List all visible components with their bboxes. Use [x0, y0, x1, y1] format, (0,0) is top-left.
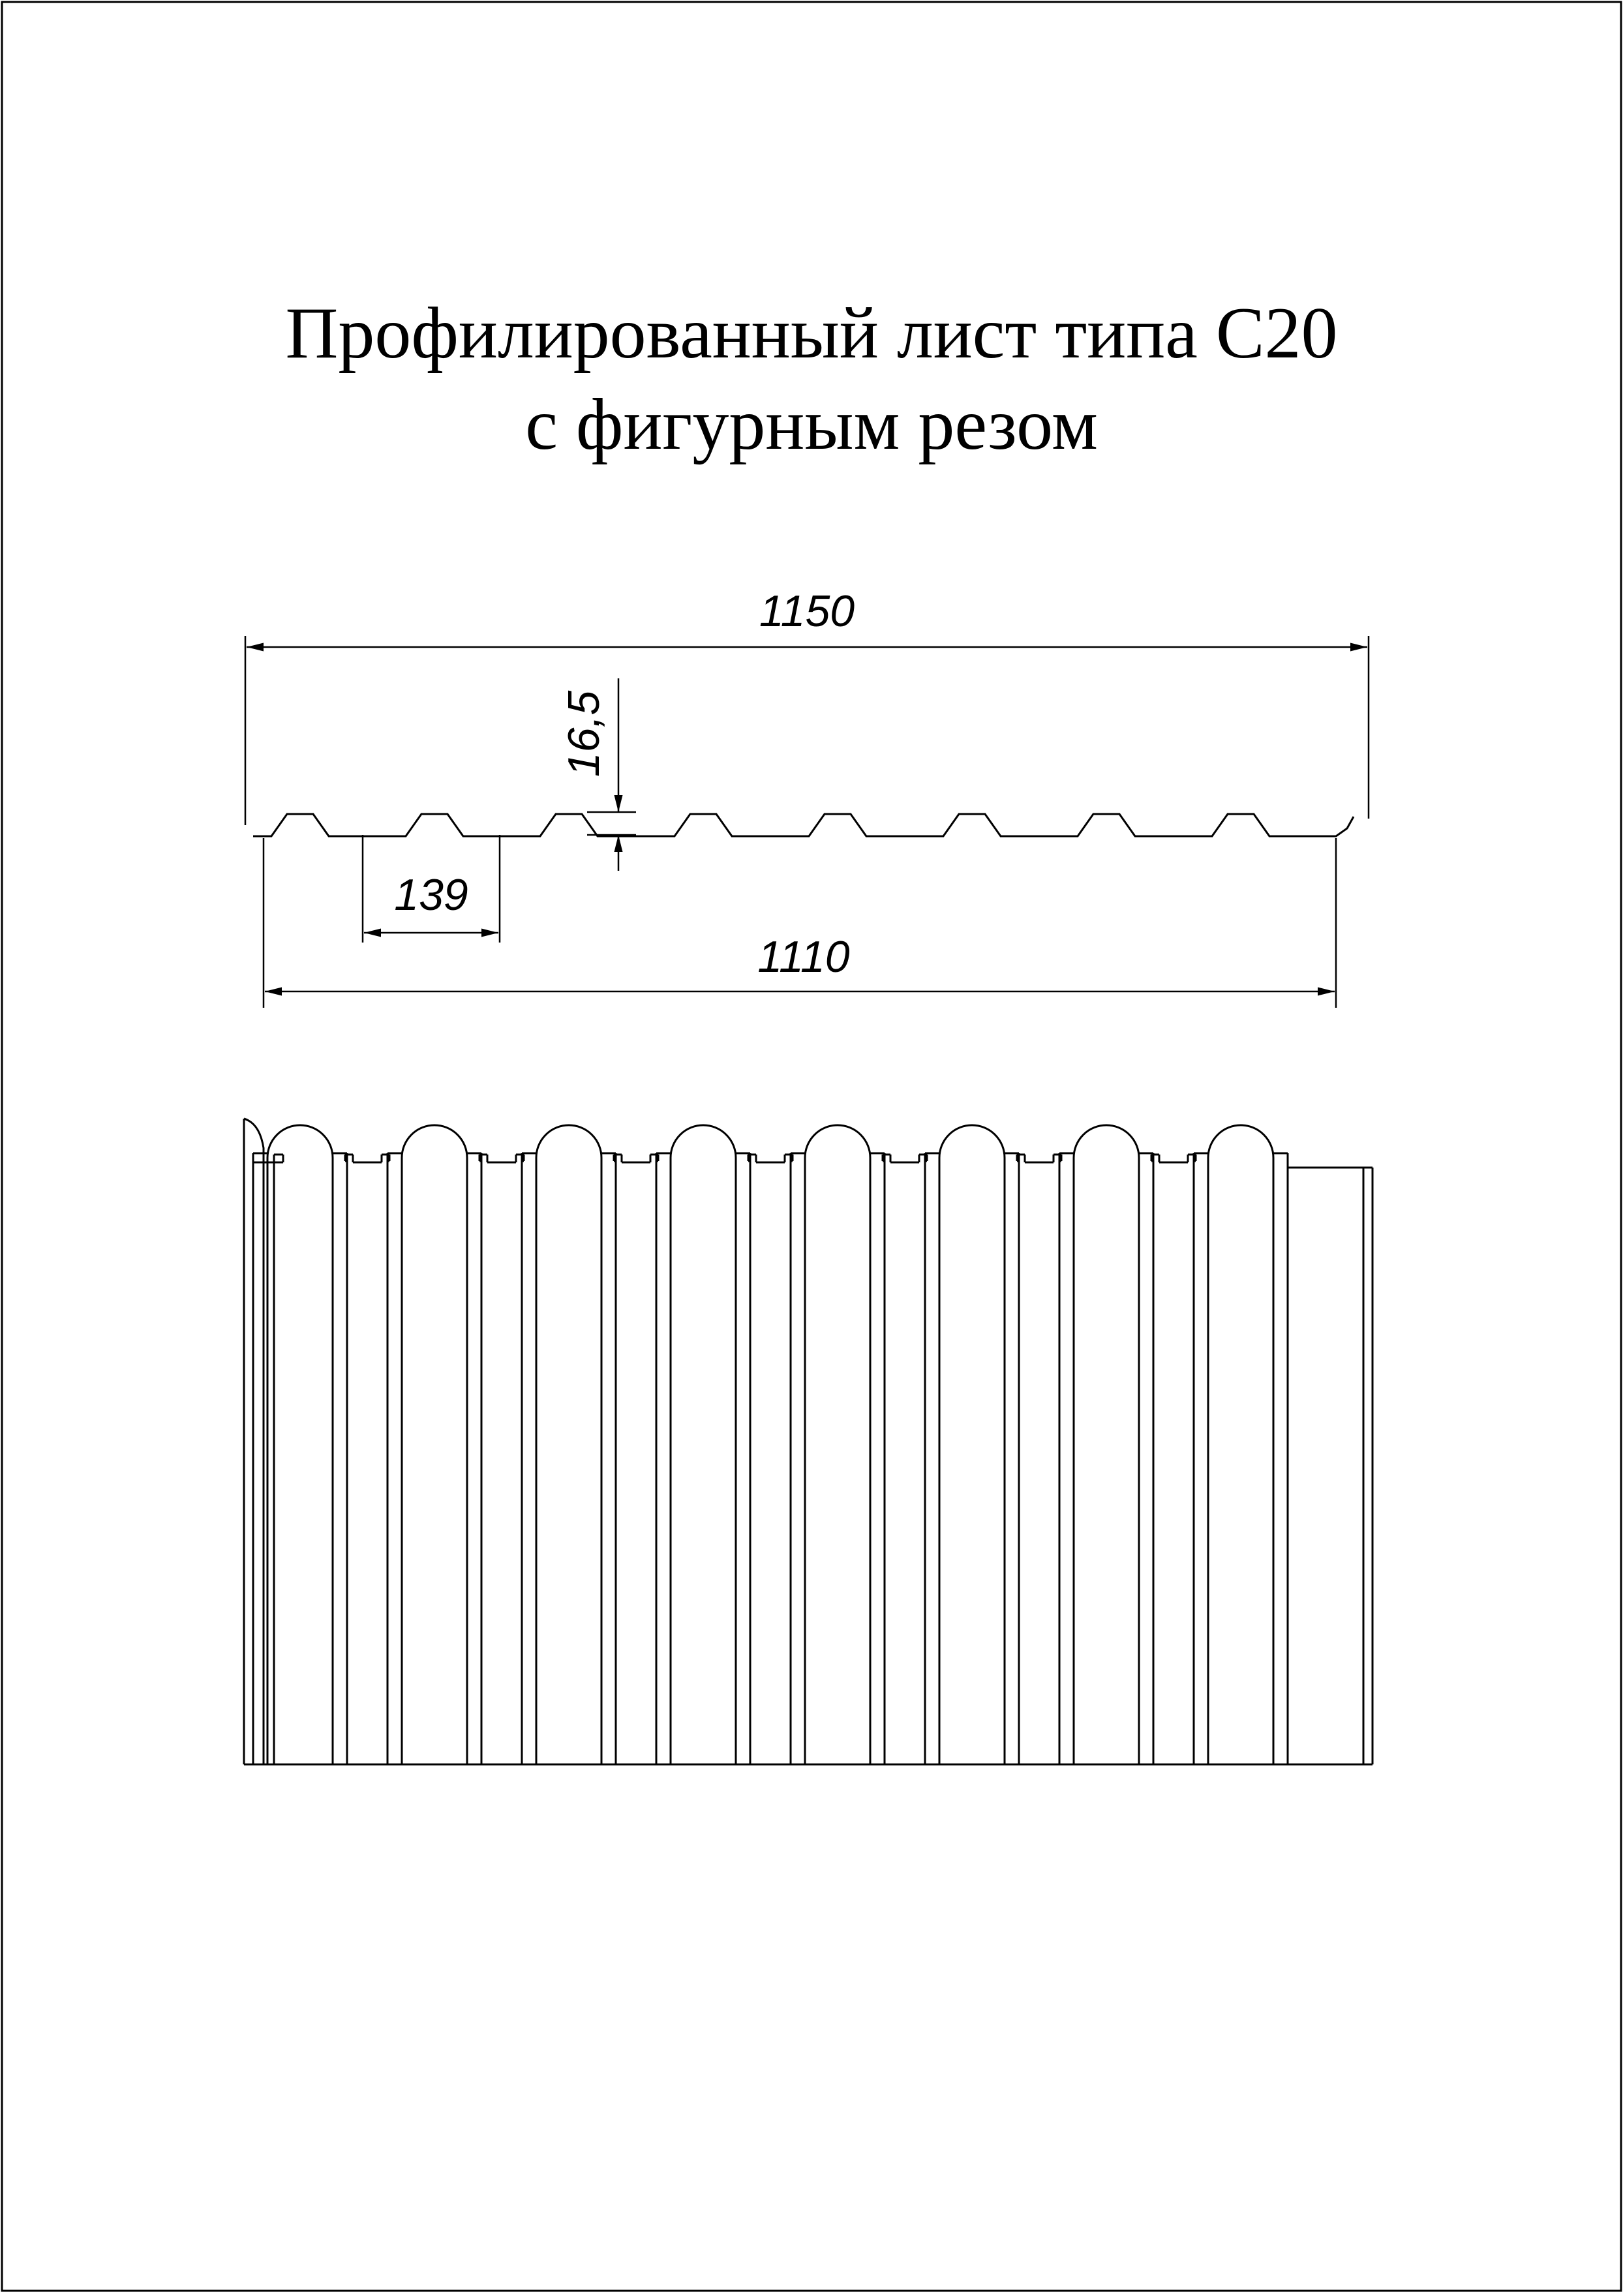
title-line-1: Профилированный лист типа С20: [285, 293, 1338, 374]
title-line-2: с фигурным резом: [525, 384, 1098, 465]
front-view-rib-arch: [1074, 1125, 1139, 1158]
front-view-rib-arch: [267, 1125, 333, 1158]
front-view-rib-arch: [536, 1125, 601, 1158]
dimension-total-width-label: 1150: [759, 586, 855, 636]
front-view-rib-arch: [939, 1125, 1005, 1158]
front-view-rib-arch: [402, 1125, 467, 1158]
front-view: [244, 1119, 1373, 1764]
dimension-total-width: [245, 636, 1369, 825]
front-view-rib-arch: [671, 1125, 736, 1158]
front-view-rib-arch: [805, 1125, 870, 1158]
dimension-profile-height-label: 16,5: [559, 690, 609, 778]
front-view-rib-arch: [1208, 1125, 1273, 1158]
profile-line: [253, 814, 1354, 836]
dimension-working-width: [264, 838, 1336, 1008]
profile-section: [253, 814, 1354, 836]
dimension-working-width-label: 1110: [757, 932, 850, 982]
front-view-edge-arch: [244, 1119, 264, 1155]
dimension-wave-pitch-label: 139: [394, 870, 468, 920]
